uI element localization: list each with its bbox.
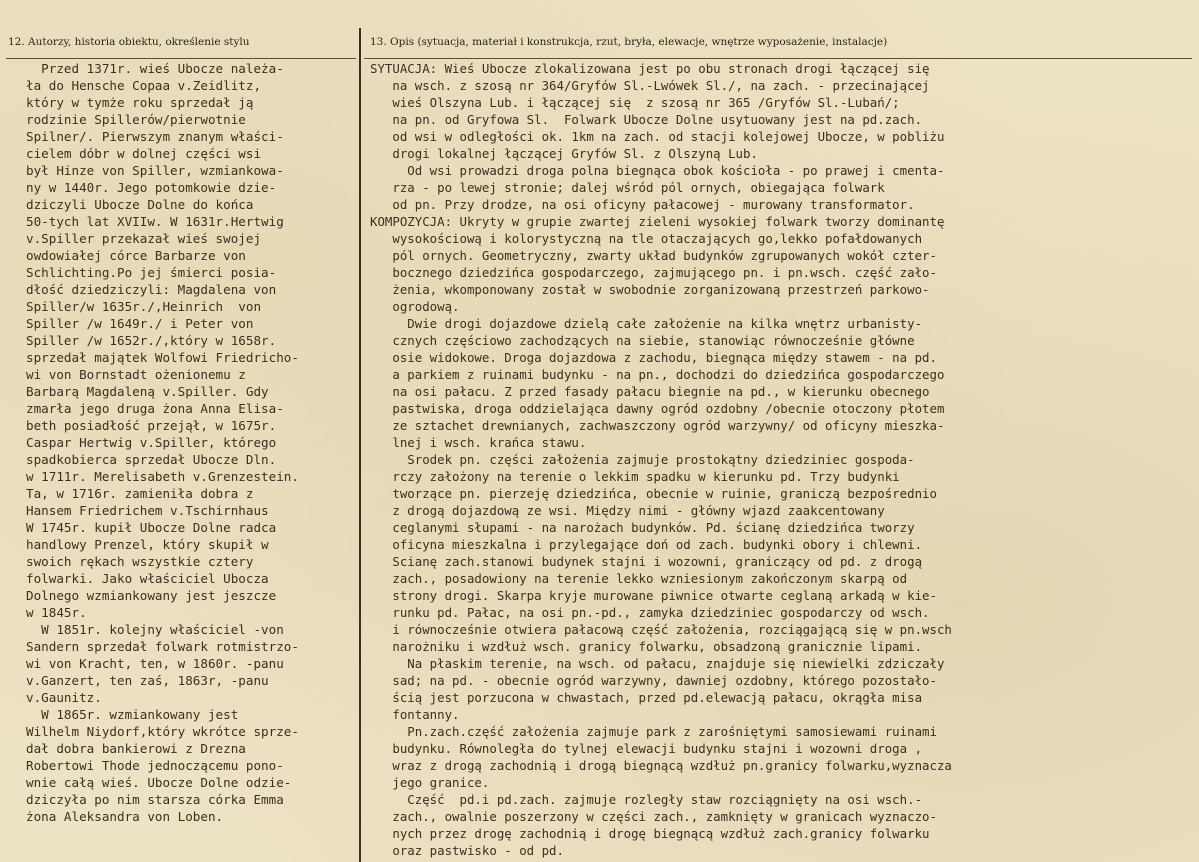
description-text-line: budynku. Równoległa do tylnej elewacji budynku stajni i wozowni droga ,: [370, 741, 923, 756]
history-text-line: w 1711r. Merelisabeth v.Grenzestein.: [26, 469, 299, 484]
description-text-line: na pn. od Gryfowa Sl. Folwark Ubocze Dolne usytuowany jest na pd.zach.: [370, 112, 923, 127]
description-text-line: zach., owalnie poszerzony w części zach., zamknięty w granicach wyznaczo-: [370, 809, 937, 824]
description-text-line: z drogą dojazdową ze wsi. Między nimi - główny wjazd zaakcentowany: [370, 503, 885, 518]
description-text-line: Dwie drogi dojazdowe dzielą całe założenie na kilka wnętrz urbanisty-: [370, 316, 923, 331]
history-text-line: Wilhelm Niydorf,który wkrótce sprze-: [26, 724, 299, 739]
description-text-line: wraz z drogą zachodnią i drogą biegnącą wzdłuż pn.granicy folwarku,wyznacza: [370, 758, 952, 773]
history-text-line: 50-tych lat XVIIw. W 1631r.Hertwig: [26, 214, 284, 229]
description-text-line: a parkiem z ruinami budynku - na pn., dochodzi do dziedzińca gospodarczego: [370, 367, 945, 382]
description-text-line: Pn.zach.część założenia zajmuje park z zarośniętymi samosiewami ruinami: [370, 724, 937, 739]
history-text-line: v.Gaunitz.: [26, 690, 102, 705]
history-text-line: żona Aleksandra von Loben.: [26, 809, 224, 824]
history-text-line: rodzinie Spillerów/pierwotnie: [26, 112, 246, 127]
description-text-line: od pn. Przy drodze, na osi oficyny pałacowej - murowany transformator.: [370, 197, 915, 212]
description-text-line: drogi lokalnej łączącej Gryfów Sl. z Olszyną Lub.: [370, 146, 758, 161]
description-text-line: Część pd.i pd.zach. zajmuje rozległy staw rozciągnięty na osi wsch.-: [370, 792, 923, 807]
left-column-header: 12. Autorzy, historia obiektu, określenie stylu: [8, 36, 250, 48]
description-text-line: SYTUACJA: Wieś Ubocze zlokalizowana jest po obu stronach drogi łączącej się: [370, 61, 930, 76]
history-text-line: ny w 1440r. Jego potomkowie dzie-: [26, 180, 277, 195]
description-text-line: lnej i wsch. krańca stawu.: [370, 435, 587, 450]
history-text-line: W 1865r. wzmiankowany jest: [26, 707, 239, 722]
description-text-line: nych przez drogę zachodnią i drogę biegnącą wzdłuż zach.granicy folwarku: [370, 826, 930, 841]
history-text-line: swoich rękach wszystkie cztery: [26, 554, 254, 569]
description-text-line: Scianę zach.stanowi budynek stajni i wozowni, graniczący od pd. z drogą: [370, 554, 923, 569]
column-divider: [359, 28, 361, 862]
description-text-line: wysokościową i kolorystyczną na tle otaczających go,lekko pofałdowanych: [370, 231, 923, 246]
description-text-line: pastwiska, droga oddzielająca dawny ogród ozdobny /obecnie otoczony płotem: [370, 401, 945, 416]
description-text-line: rczy założony na terenie o lekkim spadku w kierunku pd. Trzy budynki: [370, 469, 900, 484]
description-text-line: żenia, wkomponowany został w swobodnie zorganizowaną przestrzeń parkowo-: [370, 282, 930, 297]
history-text-line: w 1845r.: [26, 605, 87, 620]
history-text-line: sprzedał majątek Wolfowi Friedricho-: [26, 350, 299, 365]
description-text-line: KOMPOZYCJA: Ukryty w grupie zwartej zieleni wysokiej folwark tworzy dominantę: [370, 214, 945, 229]
description-text-line: zach., posadowiony na terenie lekko wzniesionym zakończonym skarpą od: [370, 571, 908, 586]
history-text-line: dał dobra bankierowi z Drezna: [26, 741, 246, 756]
description-text-line: ścią jest porzucona w chwastach, przed pd.elewacją pałacu, okrągła misa: [370, 690, 923, 705]
history-text-line: v.Ganzert, ten zaś, 1863r, -panu: [26, 673, 269, 688]
description-text-line: oficyna mieszkalna i przylegające doń od zach. budynki obory i chlewni.: [370, 537, 923, 552]
history-text-line: wi von Bornstadt ożenionemu z: [26, 367, 246, 382]
description-text-line: jego granice.: [370, 775, 490, 790]
history-text-line: Robertowi Thode jednoczącemu pono-: [26, 758, 284, 773]
description-text-line: od wsi w odległości ok. 1km na zach. od stacji kolejowej Ubocze, w pobliżu: [370, 129, 945, 144]
description-text-line: tworzące pn. pierzeję dziedzińca, obecnie w ruinie, graniczą bezpośrednio: [370, 486, 937, 501]
description-text-line: Od wsi prowadzi droga polna biegnąca obok kościoła - po prawej i cmenta-: [370, 163, 945, 178]
history-text-line: ła do Hensche Copaa v.Zeidlitz,: [26, 78, 262, 93]
history-text-line: Spilner/. Pierwszym znanym właści-: [26, 129, 284, 144]
history-text-line: Spiller /w 1652r./,który w 1658r.: [26, 333, 277, 348]
history-text-line: zmarła jego druga żona Anna Elisa-: [26, 401, 284, 416]
header-rule-right: [364, 58, 1192, 59]
history-text-line: był Hinze von Spiller, wzmiankowa-: [26, 163, 284, 178]
history-text-line: który w tymże roku sprzedał ją: [26, 95, 254, 110]
history-text-line: W 1745r. kupił Ubocze Dolne radca: [26, 520, 277, 535]
history-text-line: Hansem Friedrichem v.Tschirnhaus: [26, 503, 269, 518]
history-text-line: Spiller/w 1635r./,Heinrich von: [26, 299, 262, 314]
history-text-line: beth posiadłość przejął, w 1675r.: [26, 418, 277, 433]
history-text-line: wi von Kracht, ten, w 1860r. -panu: [26, 656, 284, 671]
description-text-line: rza - po lewej stronie; dalej wśród pól ornych, obiegająca folwark: [370, 180, 885, 195]
history-text-line: handlowy Prenzel, który skupił w: [26, 537, 269, 552]
right-column-header: 13. Opis (sytuacja, materiał i konstrukcja, rzut, bryła, elewacje, wnętrze wyposażenie, instalacje): [370, 36, 888, 48]
description-text-line: osie widokowe. Droga dojazdowa z zachodu, biegnąca między stawem - na pd.: [370, 350, 937, 365]
description-text-line: na wsch. z szosą nr 364/Gryfów Sl.-Lwówek Sl./, na zach. - przecinającej: [370, 78, 930, 93]
description-text-line: ze sztachet drewnianych, zachwaszczony ogród warzywny/ od oficyny mieszka-: [370, 418, 945, 433]
history-text-line: folwarki. Jako właściciel Ubocza: [26, 571, 269, 586]
description-text-line: Srodek pn. części założenia zajmuje prostokątny dziedziniec gospoda-: [370, 452, 915, 467]
history-text-line: Schlichting.Po jej śmierci posia-: [26, 265, 277, 280]
description-text-line: strony drogi. Skarpa kryje murowane piwnice otwarte ceglaną arkadą w kie-: [370, 588, 937, 603]
history-text-line: dziczyli Ubocze Dolne do końca: [26, 197, 254, 212]
history-text-line: Dolnego wzmiankowany jest jeszcze: [26, 588, 277, 603]
history-text-line: v.Spiller przekazał wieś swojej: [26, 231, 262, 246]
history-text-line: W 1851r. kolejny właściciel -von: [26, 622, 284, 637]
history-text-line: Caspar Hertwig v.Spiller, którego: [26, 435, 277, 450]
history-text-line: dziczyła po nim starsza córka Emma: [26, 792, 284, 807]
history-text-line: Sandern sprzedał folwark rotmistrzo-: [26, 639, 299, 654]
description-text-line: oraz pastwisko - od pd.: [370, 843, 564, 858]
description-text-line: Na płaskim terenie, na wsch. od pałacu, znajduje się niewielki zdziczały: [370, 656, 945, 671]
history-text-line: Barbarą Magdaleną v.Spiller. Gdy: [26, 384, 269, 399]
history-text-column: [26, 60, 299, 825]
history-text-line: Spiller /w 1649r./ i Peter von: [26, 316, 254, 331]
description-text-line: bocznego dziedzińca gospodarczego, zajmującego pn. i pn.wsch. część zało-: [370, 265, 937, 280]
description-text-line: pól ornych. Geometryczny, zwarty układ budynków zgrupowanych wokół czter-: [370, 248, 937, 263]
description-text-column: [370, 60, 952, 859]
description-text-line: fontanny.: [370, 707, 460, 722]
header-rule-left: [6, 58, 356, 59]
description-text-line: ogrodową.: [370, 299, 460, 314]
history-text-line: Ta, w 1716r. zamieniła dobra z: [26, 486, 254, 501]
description-text-line: cznych częściowo zachodzących na siebie, stanowiąc równocześnie główne: [370, 333, 915, 348]
description-text-line: runku pd. Pałac, na osi pn.-pd., zamyka dziedziniec gospodarczy od wsch.: [370, 605, 930, 620]
description-text-line: i równocześnie otwiera pałacową część założenia, rozciągającą się w pn.wsch: [370, 622, 952, 637]
description-text-line: sad; na pd. - obecnie ogród warzywny, dawniej ozdobny, którego pozostało-: [370, 673, 937, 688]
history-text-line: cielem dóbr w dolnej części wsi: [26, 146, 262, 161]
history-text-line: wnie całą wieś. Ubocze Dolne odzie-: [26, 775, 292, 790]
description-text-line: ceglanymi słupami - na narożach budynków. Pd. ścianę dziedzińca tworzy: [370, 520, 915, 535]
description-text-line: na osi pałacu. Z przed fasady pałacu biegnie na pd., w kierunku obecnego: [370, 384, 930, 399]
history-text-line: dłość dziedziczyli: Magdalena von: [26, 282, 277, 297]
history-text-line: spadkobierca sprzedał Ubocze Dln.: [26, 452, 277, 467]
description-text-line: narożniku i wzdłuż wsch. granicy folwarku, obsadzoną granicznie lipami.: [370, 639, 923, 654]
description-text-line: wieś Olszyna Lub. i łączącej się z szosą nr 365 /Gryfów Sl.-Lubań/;: [370, 95, 900, 110]
history-text-line: owdowiałej córce Barbarze von: [26, 248, 246, 263]
history-text-line: Przed 1371r. wieś Ubocze należa-: [26, 61, 284, 76]
